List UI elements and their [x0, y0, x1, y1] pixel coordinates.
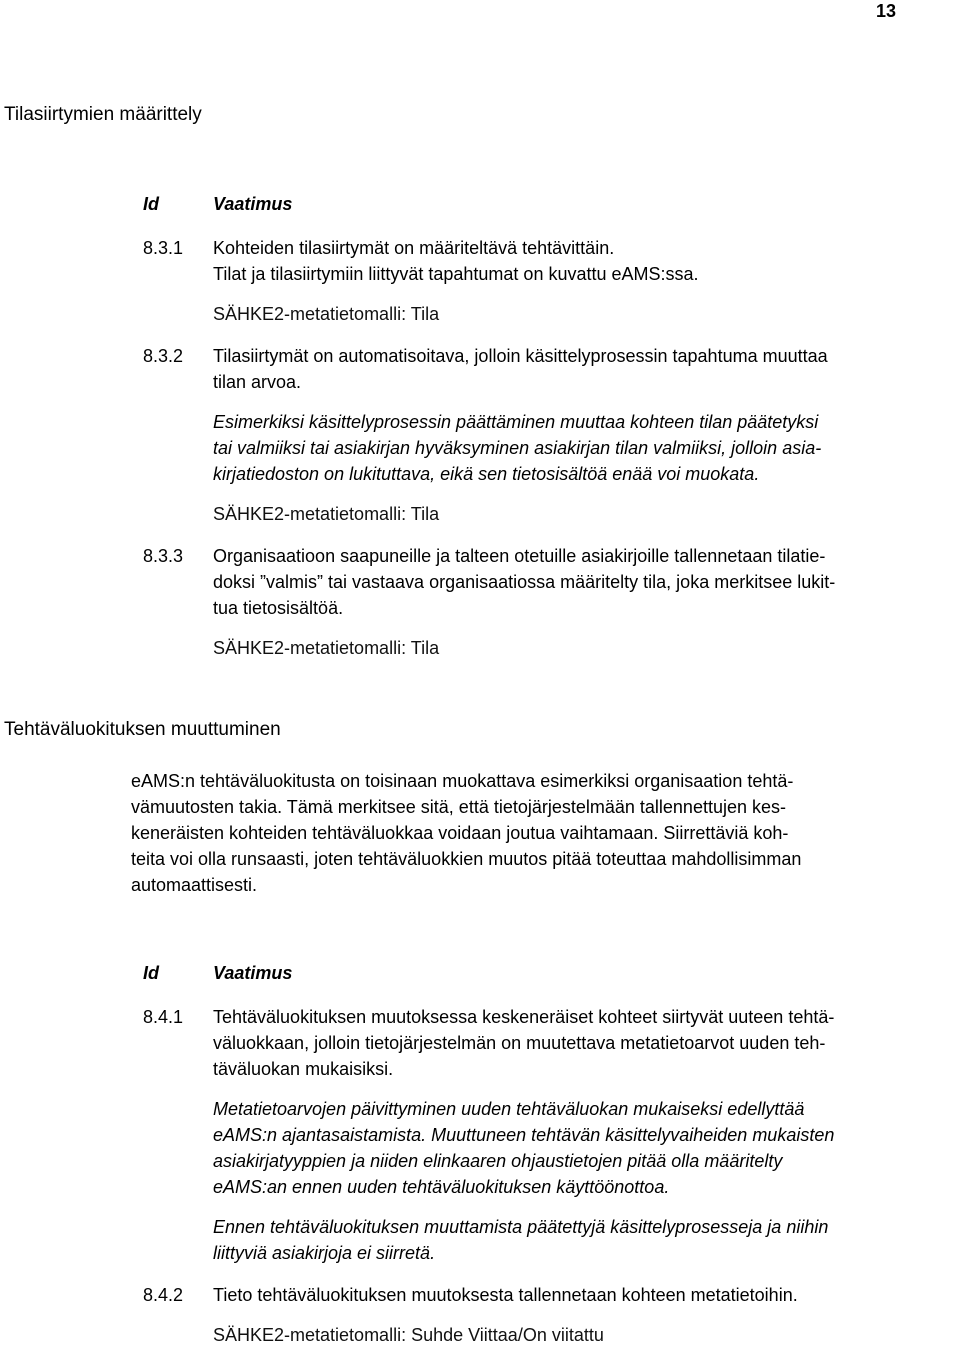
requirement-id: 8.4.2: [143, 1285, 184, 1305]
example-note: Metatietoarvojen päivittyminen uuden tehtäväluokan mukaiseksi edellyttää eAMS:n ajantasaistamista. Muuttuneen tehtävän käsittelyvaiheiden mukaisten asiakirjatyyppien ja niiden elinkaaren ohjaustietojen pitää olla määritelty eAMS:an ennen uuden tehtäväluokituksen käyttöönottoa.: [213, 1099, 835, 1197]
requirement-id: 8.3.1: [143, 238, 184, 258]
requirements-table-classification-change: [143, 960, 960, 1364]
column-header-id: Id: [143, 963, 159, 983]
metadata-model-reference: SÄHKE2-metatietomalli: Tila: [213, 304, 440, 324]
requirement-paragraph: Tilasiirtymät on automatisoitava, jolloin käsittelyprosessin tapahtuma muuttaa tilan arvoa.: [213, 346, 828, 392]
metadata-model-reference: SÄHKE2-metatietomalli: Suhde Viittaa/On viitattu: [213, 1325, 604, 1345]
requirement-paragraph: Organisaatioon saapuneille ja talteen otetuille asiakirjoille tallennetaan tilatie- doksi ”valmis” tai vastaava organisaatiossa määritelty tila, joka merkitsee lukit- tua tietosisältöä.: [213, 546, 836, 618]
requirements-table-state-transitions: [143, 191, 960, 677]
column-header-requirement: Vaatimus: [213, 963, 293, 983]
requirement-text: [213, 543, 960, 661]
requirement-row: [143, 1282, 960, 1348]
requirement-row: [143, 235, 960, 327]
requirement-id: 8.4.1: [143, 1007, 184, 1027]
column-header-id: Id: [143, 194, 159, 214]
section-heading-state-transitions: Tilasiirtymien määrittely: [4, 104, 202, 125]
requirement-row: [143, 343, 960, 527]
requirement-text: [213, 1282, 960, 1348]
column-header-requirement: Vaatimus: [213, 194, 293, 214]
requirement-id: 8.3.2: [143, 346, 184, 366]
requirement-text: [213, 1004, 960, 1266]
table-header: [143, 960, 960, 986]
requirement-paragraph: Kohteiden tilasiirtymät on määriteltävä tehtävittäin. Tilat ja tilasiirtymiin liittyvät tapahtumat on kuvattu eAMS:ssa.: [213, 238, 699, 284]
metadata-model-reference: SÄHKE2-metatietomalli: Tila: [213, 504, 440, 524]
requirement-text: [213, 343, 960, 527]
body-paragraph: eAMS:n tehtäväluokitusta on toisinaan muokattava esimerkiksi organisaation tehtä- vämuutosten takia. Tämä merkitsee sitä, että tietojärjestelmään tallennettujen kes- keneräisten kohteiden tehtäväluokkaa voidaan joutua vaihtamaan. Siirrettäviä koh- teita voi olla runsaasti, joten tehtäväluokkien muutos pitää toteuttaa mahdollisimman automaattisesti.: [131, 771, 802, 895]
example-note: Esimerkiksi käsittelyprosessin päättäminen muuttaa kohteen tilan päätetyksi tai valmiiksi tai asiakirjan hyväksyminen asiakirjan tilan valmiiksi, jolloin asia- kirjatiedoston on lukituttava, eikä sen tietosisältöä enää voi muokata.: [213, 412, 822, 484]
example-note: Ennen tehtäväluokituksen muuttamista päätettyjä käsittelyprosesseja ja niihin liittyviä asiakirjoja ei siirretä.: [213, 1217, 829, 1263]
requirement-row: [143, 1004, 960, 1266]
page-number: 13: [876, 1, 897, 21]
requirement-id: 8.3.3: [143, 546, 184, 566]
requirement-paragraph: Tieto tehtäväluokituksen muutoksesta tallennetaan kohteen metatietoihin.: [213, 1285, 798, 1305]
requirement-row: [143, 543, 960, 661]
requirement-text: [213, 235, 960, 327]
table-header: [143, 191, 960, 217]
section-heading-classification-change: Tehtäväluokituksen muuttuminen: [4, 719, 281, 740]
requirement-paragraph: Tehtäväluokituksen muutoksessa keskeneräiset kohteet siirtyvät uuteen tehtä- väluokkaan, jolloin tietojärjestelmän on muutettava metatietoarvot uuden teh- täväluokan mukaisiksi.: [213, 1007, 835, 1079]
metadata-model-reference: SÄHKE2-metatietomalli: Tila: [213, 638, 440, 658]
